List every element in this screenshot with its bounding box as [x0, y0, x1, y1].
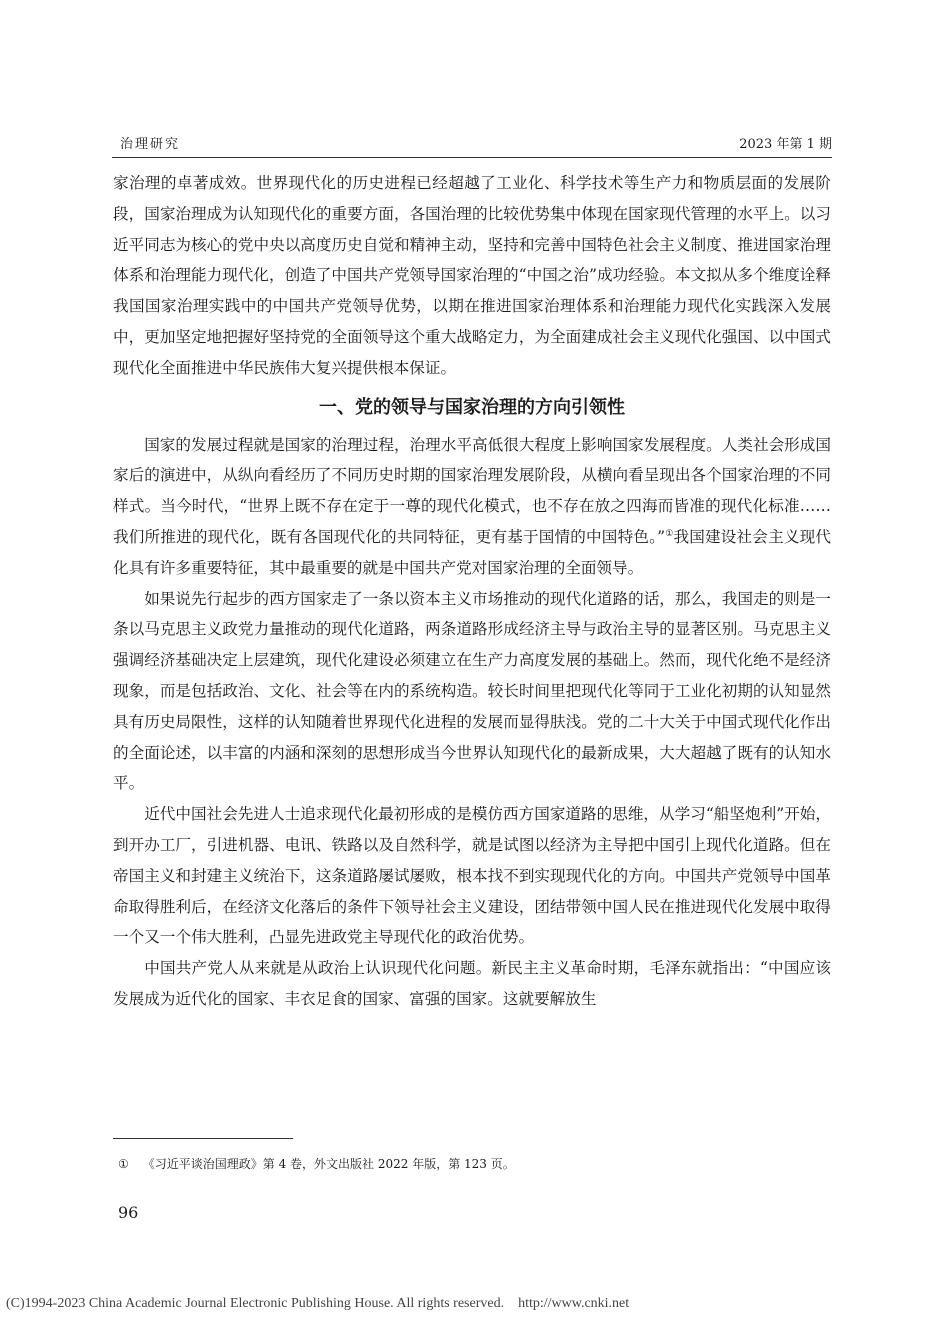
- paragraph: 如果说先行起步的西方国家走了一条以资本主义市场推动的现代化道路的话，那么，我国走的则是一条以马克思主义政党力量推动的现代化道路，两条道路形成经济主导与政治主导的显著区别。马克思主义强调经济基础决定上层建筑，现代化建设必须建立在生产力高度发展的基础上。然而，现代化绝不是经济现象，而是包括政治、文化、社会等在内的系统构造。较长时间里把现代化等同于工业化初期的认知显然具有历史局限性，这样的认知随着世界现代化进程的发展而显得肤浅。党的二十大关于中国式现代化作出的全面论述，以丰富的内涵和深刻的思想形成当今世界认知现代化的最新成果，大大超越了既有的认知水平。: [113, 589, 831, 793]
- page-number: 96: [118, 1203, 139, 1222]
- article-body: [113, 168, 831, 1015]
- paragraph-text: 我国建设社会主义现代化具有许多重要特征，其中最重要的就是中国共产党对国家治理的全面领导。: [113, 527, 831, 577]
- header-divider: [112, 157, 832, 158]
- paragraph: 中国共产党人从来就是从政治上认识现代化问题。新民主主义革命时期，毛泽东就指出：“中国应该发展成为近代化的国家、丰衣足食的国家、富强的国家。这就要解放生: [113, 959, 831, 1008]
- paragraph-text: 国家的发展过程就是国家的治理过程，治理水平高低很大程度上影响国家发展程度。人类社会形成国家后的演进中，从纵向看经历了不同历史时期的国家治理发展阶段，从横向看呈现出各个国家治理的不同样式。当今时代，“世界上既不存在定于一尊的现代化模式，也不存在放之四海而皆准的现代化标准……我们所推进的现代化，既有各国现代化的共同特征，更有基于国情的中国特色。”: [113, 435, 831, 546]
- footnote-mark: ①: [118, 1157, 129, 1171]
- footnote: [118, 1155, 515, 1172]
- paragraph-continued: 家治理的卓著成效。世界现代化的历史进程已经超越了工业化、科学技术等生产力和物质层面的发展阶段，国家治理成为认知现代化的重要方面，各国治理的比较优势集中体现在国家现代管理的水平上。以习近平同志为核心的党中央以高度历史自觉和精神主动，坚持和完善中国特色社会主义制度、推进国家治理体系和治理能力现代化，创造了中国共产党领导国家治理的“中国之治”成功经验。本文拟从多个维度诠释我国国家治理实践中的中国共产党领导优势，以期在推进国家治理体系和治理能力现代化实践深入发展中，更加坚定地把握好坚持党的全面领导这个重大战略定力，为全面建成社会主义现代化强国、以中国式现代化全面推进中华民族伟大复兴提供根本保证。: [113, 174, 831, 377]
- journal-name: 治理研究: [120, 137, 181, 152]
- paragraph: 近代中国社会先进人士追求现代化最初形成的是模仿西方国家道路的思维，从学习“船坚炮利”开始，到开办工厂，引进机器、电讯、铁路以及自然科学，就是试图以经济为主导把中国引上现代化道路。但在帝国主义和封建主义统治下，这条道路屡试屡败，根本找不到实现现代化的方向。中国共产党领导中国革命取得胜利后，在经济文化落后的条件下领导社会主义建设，团结带领中国人民在推进现代化发展中取得一个又一个伟大胜利，凸显先进政党主导现代化的政治优势。: [113, 805, 831, 947]
- paragraph: [113, 430, 831, 584]
- copyright-text: (C)1994-2023 China Academic Journal Electronic Publishing House. All rights reserved.: [6, 1296, 505, 1311]
- footnote-text: 《习近平谈治国理政》第 4 卷，外文出版社 2022 年版，第 123 页。: [142, 1157, 515, 1171]
- issue-label: 2023 年第 1 期: [739, 137, 832, 152]
- footnote-reference[interactable]: ①: [665, 528, 674, 539]
- copyright-url[interactable]: http://www.cnki.net: [518, 1296, 630, 1311]
- copyright-line: [6, 1296, 629, 1312]
- running-header: [112, 133, 832, 155]
- footnote-divider: [113, 1138, 293, 1139]
- section-heading: 一、党的领导与国家治理的方向引领性: [319, 396, 625, 418]
